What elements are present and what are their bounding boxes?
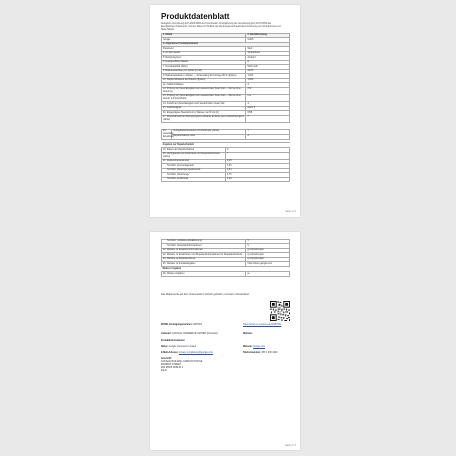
web-label: Website: bbox=[243, 346, 253, 348]
eprel-note: Das Modell wurde auf dem Unionsmarkt in Verkehr gebracht, und zwar in Deutschland. bbox=[161, 294, 250, 296]
supplier-value: GOOGLE COMMERCE LIMITED (Hersteller) bbox=[172, 333, 219, 335]
row-label: Teil-Wert „Demontagetiefe“ bbox=[162, 164, 226, 168]
page-title: Produktdatenblatt bbox=[161, 12, 230, 21]
table-row bbox=[162, 115, 290, 122]
address-line: GOOGLE BUILDING GORDON HOUSE bbox=[161, 361, 203, 363]
row-label: Teil-Wert „Befestigungselemente“ bbox=[162, 168, 226, 172]
row-value: 270 bbox=[246, 87, 290, 94]
repairability-header: Angaben zur Reparierbarkeit bbox=[162, 143, 290, 148]
row-value: Mohs 5 bbox=[246, 106, 290, 110]
row-value: 4,00 bbox=[226, 177, 290, 181]
row-value: 44:00 bbox=[246, 69, 290, 73]
row-label: Parameter bbox=[162, 47, 246, 51]
datasheet-page-1 bbox=[150, 5, 300, 217]
spare-parts-table bbox=[161, 129, 290, 140]
eprel-label: EPREL Eintragungsnummer: bbox=[161, 324, 193, 326]
row-label: Reparierbarkeit Index bbox=[172, 134, 246, 139]
phone-label: Telefonnummer: bbox=[243, 352, 261, 354]
address-line: Irland bbox=[161, 370, 167, 372]
contact-web-row bbox=[243, 346, 265, 349]
name-value: Google Commerce Limited bbox=[168, 346, 196, 348]
row-label: 4. Art des Geräts bbox=[162, 51, 246, 55]
table-row bbox=[162, 95, 290, 102]
row-label: Teil-Wert „Werkzeuge“ bbox=[162, 173, 226, 177]
row-value: g.co/pixel/repair bbox=[246, 248, 290, 252]
row-value: IP68 bbox=[246, 111, 290, 115]
row-label: 19. Klasse der Reparierbarkeit bbox=[162, 148, 226, 152]
row-value: Smartphone bbox=[246, 51, 290, 55]
row-value: 7 bbox=[226, 152, 290, 159]
supplier-label: Lieferant: bbox=[161, 333, 172, 335]
row-label: 22. Website zu Reparaturinformationen bbox=[162, 248, 246, 252]
row-label: 20. Verfügbarkeit von Ersatzteilen für Reparaturbetriebe [Jahre] bbox=[162, 152, 226, 159]
row-value: 4,75 bbox=[226, 173, 290, 177]
address-line: BARROW STREET bbox=[161, 364, 182, 366]
row-label: 25. Website zu Kontaktangaben bbox=[162, 262, 246, 266]
row-value: g.co/pixel/repair bbox=[246, 253, 290, 257]
row-value: 3,33 bbox=[226, 164, 290, 168]
row-value: 5 bbox=[246, 244, 290, 248]
row-label: 11. Fallschutzklasse bbox=[162, 83, 246, 87]
email-link[interactable]: privacy-compliance@google.com bbox=[179, 352, 213, 354]
row-label: 7. Nennkapazität (Akku) bbox=[162, 65, 246, 69]
phone-value: 353 1 436 1000 bbox=[261, 352, 278, 354]
brand-value: Google bbox=[162, 38, 246, 42]
repairability-table bbox=[161, 142, 290, 182]
row-label: 26. Weitere Angaben bbox=[162, 272, 246, 276]
row-label: 16. Eingeprägtes Staubschutz in Wasser, der IP-Ad (2) bbox=[162, 111, 246, 115]
row-value: A bbox=[226, 148, 290, 152]
row-label: 8. Batterieausdauer pro Zyklus [h:min] bbox=[162, 69, 246, 73]
address-block bbox=[161, 358, 202, 373]
name-label: Name: bbox=[161, 346, 169, 348]
row-label: 24. Website zu Reparaturdienst bbox=[162, 257, 246, 261]
row-value: 7 bbox=[246, 130, 290, 135]
row-value: A bbox=[246, 83, 290, 87]
regulation-intro: Delegierte Verordnung (EU) 2023/1669 der Kommission zur Ergänzung der Verordnung (EU) 2017/1369 des Europäischen Parlaments und des Rates im Hinblick auf die Energieverbrauchskennzeichnung von Smartphones und Slate-Tablets bbox=[161, 23, 281, 31]
row-label: 17. Mindestanzahl der Betriebssystem-Updates ab Ende des Inverkehrbringens [Jahre] bbox=[162, 115, 246, 122]
row-label: Teil-Wert „Reparaturinformationen“ bbox=[162, 244, 246, 248]
web-link[interactable]: google.com bbox=[253, 346, 266, 348]
email-label: E-Mail-Adresse: bbox=[161, 352, 179, 354]
row-value: 1.000 bbox=[246, 78, 290, 82]
table-row bbox=[162, 177, 290, 181]
supplier-row bbox=[161, 333, 218, 336]
row-value: 4,44 bbox=[226, 168, 290, 172]
row-label: 5. Betriebssystem bbox=[162, 56, 246, 60]
model-header: 2. Modellkennung bbox=[246, 34, 290, 38]
row-value: A bbox=[246, 134, 290, 139]
eprel-registration bbox=[161, 324, 202, 327]
contact-header-text: Kontaktinformationen bbox=[161, 340, 185, 342]
row-value: https://store.google.com bbox=[246, 262, 290, 266]
row-value: ja bbox=[246, 272, 290, 276]
page-number: Seite 2 / 2 bbox=[285, 444, 296, 447]
table-row bbox=[162, 134, 290, 139]
row-label: 9. Batterieausdauer in Zyklen — Verwendung bis Anzeige 80 % (Zyklen) bbox=[162, 74, 246, 78]
eprel-link-block bbox=[243, 324, 291, 327]
row-label: Verfügbarkeitszeitraum für Ersatzteile [Jahre] bbox=[172, 130, 246, 135]
row-value: Wert bbox=[246, 47, 290, 51]
row-label: 13. Prüfung der Zuverlässigkeit beim wiederholten freien Fall — Stürze ohne Defekt, mit Schutzhülle bbox=[162, 95, 246, 102]
contact-header bbox=[161, 340, 185, 343]
eprel-link[interactable]: https://eprel.ec.europa.eu/qr/2287001 bbox=[243, 324, 282, 326]
row-label: 23. Website zu Ersatzteilen und Reparaturinformationen für Reparaturbetriebe bbox=[162, 253, 246, 257]
page-number: Seite 1 / 2 bbox=[285, 210, 296, 213]
table-row bbox=[162, 152, 290, 159]
row-label: 12. Prüfung der Zuverlässigkeit beim wiederholten freien Fall — Stürze ohne Defekt [n] bbox=[162, 87, 246, 94]
address-line: D04 E5W5 DUBLIN 4 bbox=[161, 367, 184, 369]
eprel-number: 2287001 bbox=[193, 324, 203, 326]
row-label: 21. Reparierbarkeitsindex bbox=[162, 159, 226, 163]
model-value: GA05 bbox=[246, 38, 290, 42]
row-value: A bbox=[246, 102, 290, 106]
row-label: Teil-Wert „Software-Aktualisierung“ bbox=[162, 240, 246, 244]
spare-parts-label: 18. Lieferbare Ersatzteile bbox=[163, 130, 174, 138]
row-label: 15. Kratzfestigkeit bbox=[162, 106, 246, 110]
contact-phone-row bbox=[243, 352, 277, 355]
row-value: 4,05 bbox=[226, 159, 290, 163]
table-row bbox=[162, 87, 290, 94]
row-value: n.a. bbox=[246, 95, 290, 102]
row-value: 7 bbox=[246, 115, 290, 122]
row-value: 1.000 bbox=[246, 74, 290, 78]
contact-name-row bbox=[161, 346, 196, 349]
row-value: 5100 mAh bbox=[246, 65, 290, 69]
row-value: A bbox=[246, 60, 290, 64]
table-row bbox=[162, 272, 290, 276]
row-value: 5 bbox=[246, 240, 290, 244]
general-parameters-header: 3. Allgemeine Produktparameter bbox=[162, 42, 290, 46]
row-value: Android bbox=[246, 56, 290, 60]
row-label: 14. Anzahl der Zuverlässigkeit nach wiederholtem freien Fall bbox=[162, 102, 246, 106]
row-value: g.co/pixel/repair bbox=[246, 257, 290, 261]
row-label: Teil-Wert „Ersatzteile“ bbox=[162, 177, 226, 181]
row-label: 6. Energieeffizienzklasse bbox=[162, 60, 246, 64]
address-label: Anschrift: bbox=[161, 358, 172, 360]
website-label: Website: bbox=[243, 333, 253, 335]
product-parameters-table bbox=[161, 33, 290, 123]
contact-email-row bbox=[161, 352, 213, 355]
row-label: 10. Wiederholbarkeit der Batterie [Zyklen] bbox=[162, 78, 246, 82]
further-info-header: Weitere Angaben bbox=[162, 266, 290, 271]
supplier-website bbox=[243, 333, 253, 336]
repair-links-table bbox=[161, 239, 290, 277]
eprel-qr-code[interactable] bbox=[270, 301, 290, 321]
brand-header: 1. Marke bbox=[162, 34, 246, 38]
datasheet-page-2 bbox=[150, 232, 300, 450]
